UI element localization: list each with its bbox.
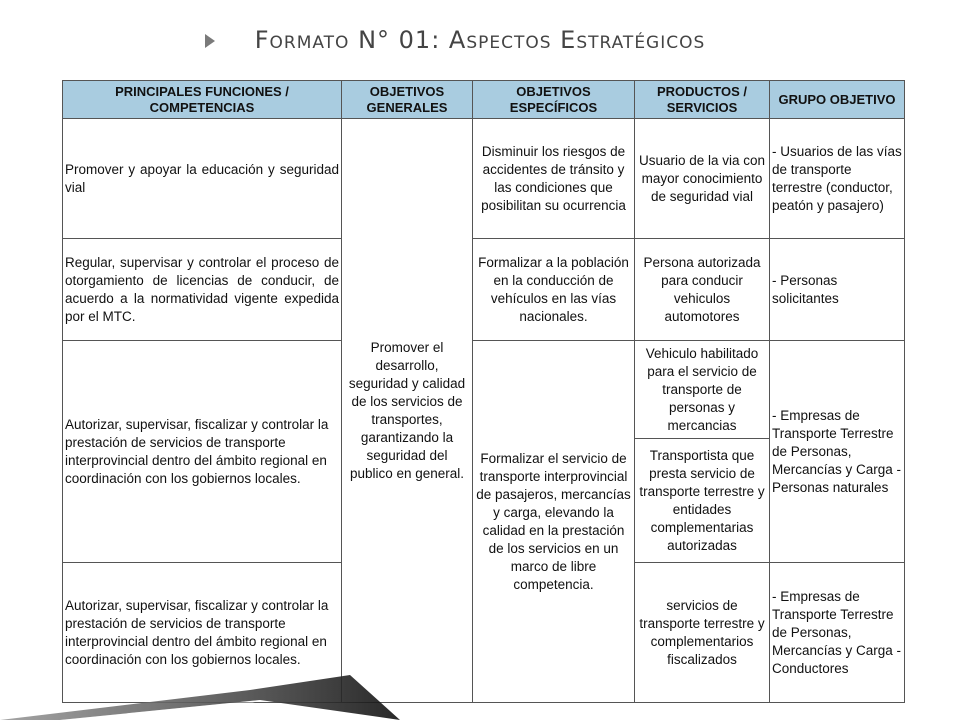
objetivo-especifico-cell: Formalizar a la población en la conducción de vehículos en las vías nacionales. xyxy=(473,239,635,341)
grupo-objetivo-cell: - Empresas de Transporte Terrestre de Personas, Mercancías y Carga - Conductores xyxy=(770,563,905,703)
grupo-objetivo-cell: - Empresas de Transporte Terrestre de Personas, Mercancías y Carga - Personas naturales xyxy=(770,341,905,563)
table-row xyxy=(63,119,905,239)
grupo-objetivo-cell: - Personas solicitantes xyxy=(770,239,905,341)
funcion-cell: Autorizar, supervisar, fiscalizar y controlar la prestación de servicios de transporte interprovincial dentro del ámbito regional en coordinación con los gobiernos locales. xyxy=(63,341,342,563)
producto-cell: Transportista que presta servicio de transporte terrestre y entidades complementarias autorizadas xyxy=(635,439,770,563)
producto-cell: servicios de transporte terrestre y complementarios fiscalizados xyxy=(635,563,770,703)
header-productos-servicios: PRODUCTOS / SERVICIOS xyxy=(635,81,770,119)
header-row xyxy=(63,81,905,119)
objetivo-especifico-cell: Formalizar el servicio de transporte interprovincial de pasajeros, mercancías y carga, elevando la calidad en la prestación de los servicios en un marco de libre competencia. xyxy=(473,341,635,703)
header-objetivos-generales: OBJETIVOS GENERALES xyxy=(342,81,473,119)
producto-cell: Vehiculo habilitado para el servicio de transporte de personas y mercancias xyxy=(635,341,770,439)
header-funciones: PRINCIPALES FUNCIONES / COMPETENCIAS xyxy=(63,81,342,119)
header-objetivos-especificos: OBJETIVOS ESPECÍFICOS xyxy=(473,81,635,119)
funcion-cell: Regular, supervisar y controlar el proceso de otorgamiento de licencias de conducir, de acuerdo a la normatividad vigente expedida por el MTC. xyxy=(63,239,342,341)
funcion-cell: Promover y apoyar la educación y seguridad vial xyxy=(63,119,342,239)
header-grupo-objetivo: GRUPO OBJETIVO xyxy=(770,81,905,119)
objetivo-general-cell: Promover el desarrollo, seguridad y calidad de los servicios de transportes, garantizando la seguridad del publico en general. xyxy=(342,119,473,703)
objetivo-especifico-cell: Disminuir los riesgos de accidentes de tránsito y las condiciones que posibilitan su ocurrencia xyxy=(473,119,635,239)
strategic-aspects-table xyxy=(62,80,905,703)
funcion-cell: Autorizar, supervisar, fiscalizar y controlar la prestación de servicios de transporte interprovincial dentro del ámbito regional en coordinación con los gobiernos locales. xyxy=(63,563,342,703)
table-row xyxy=(63,341,905,439)
page-title: Formato N° 01: Aspectos Estratégicos xyxy=(254,26,706,54)
producto-cell: Usuario de la via con mayor conocimiento de seguridad vial xyxy=(635,119,770,239)
table-row xyxy=(63,239,905,341)
grupo-objetivo-cell: - Usuarios de las vías de transporte terrestre (conductor, peatón y pasajero) xyxy=(770,119,905,239)
producto-cell: Persona autorizada para conducir vehiculos automotores xyxy=(635,239,770,341)
